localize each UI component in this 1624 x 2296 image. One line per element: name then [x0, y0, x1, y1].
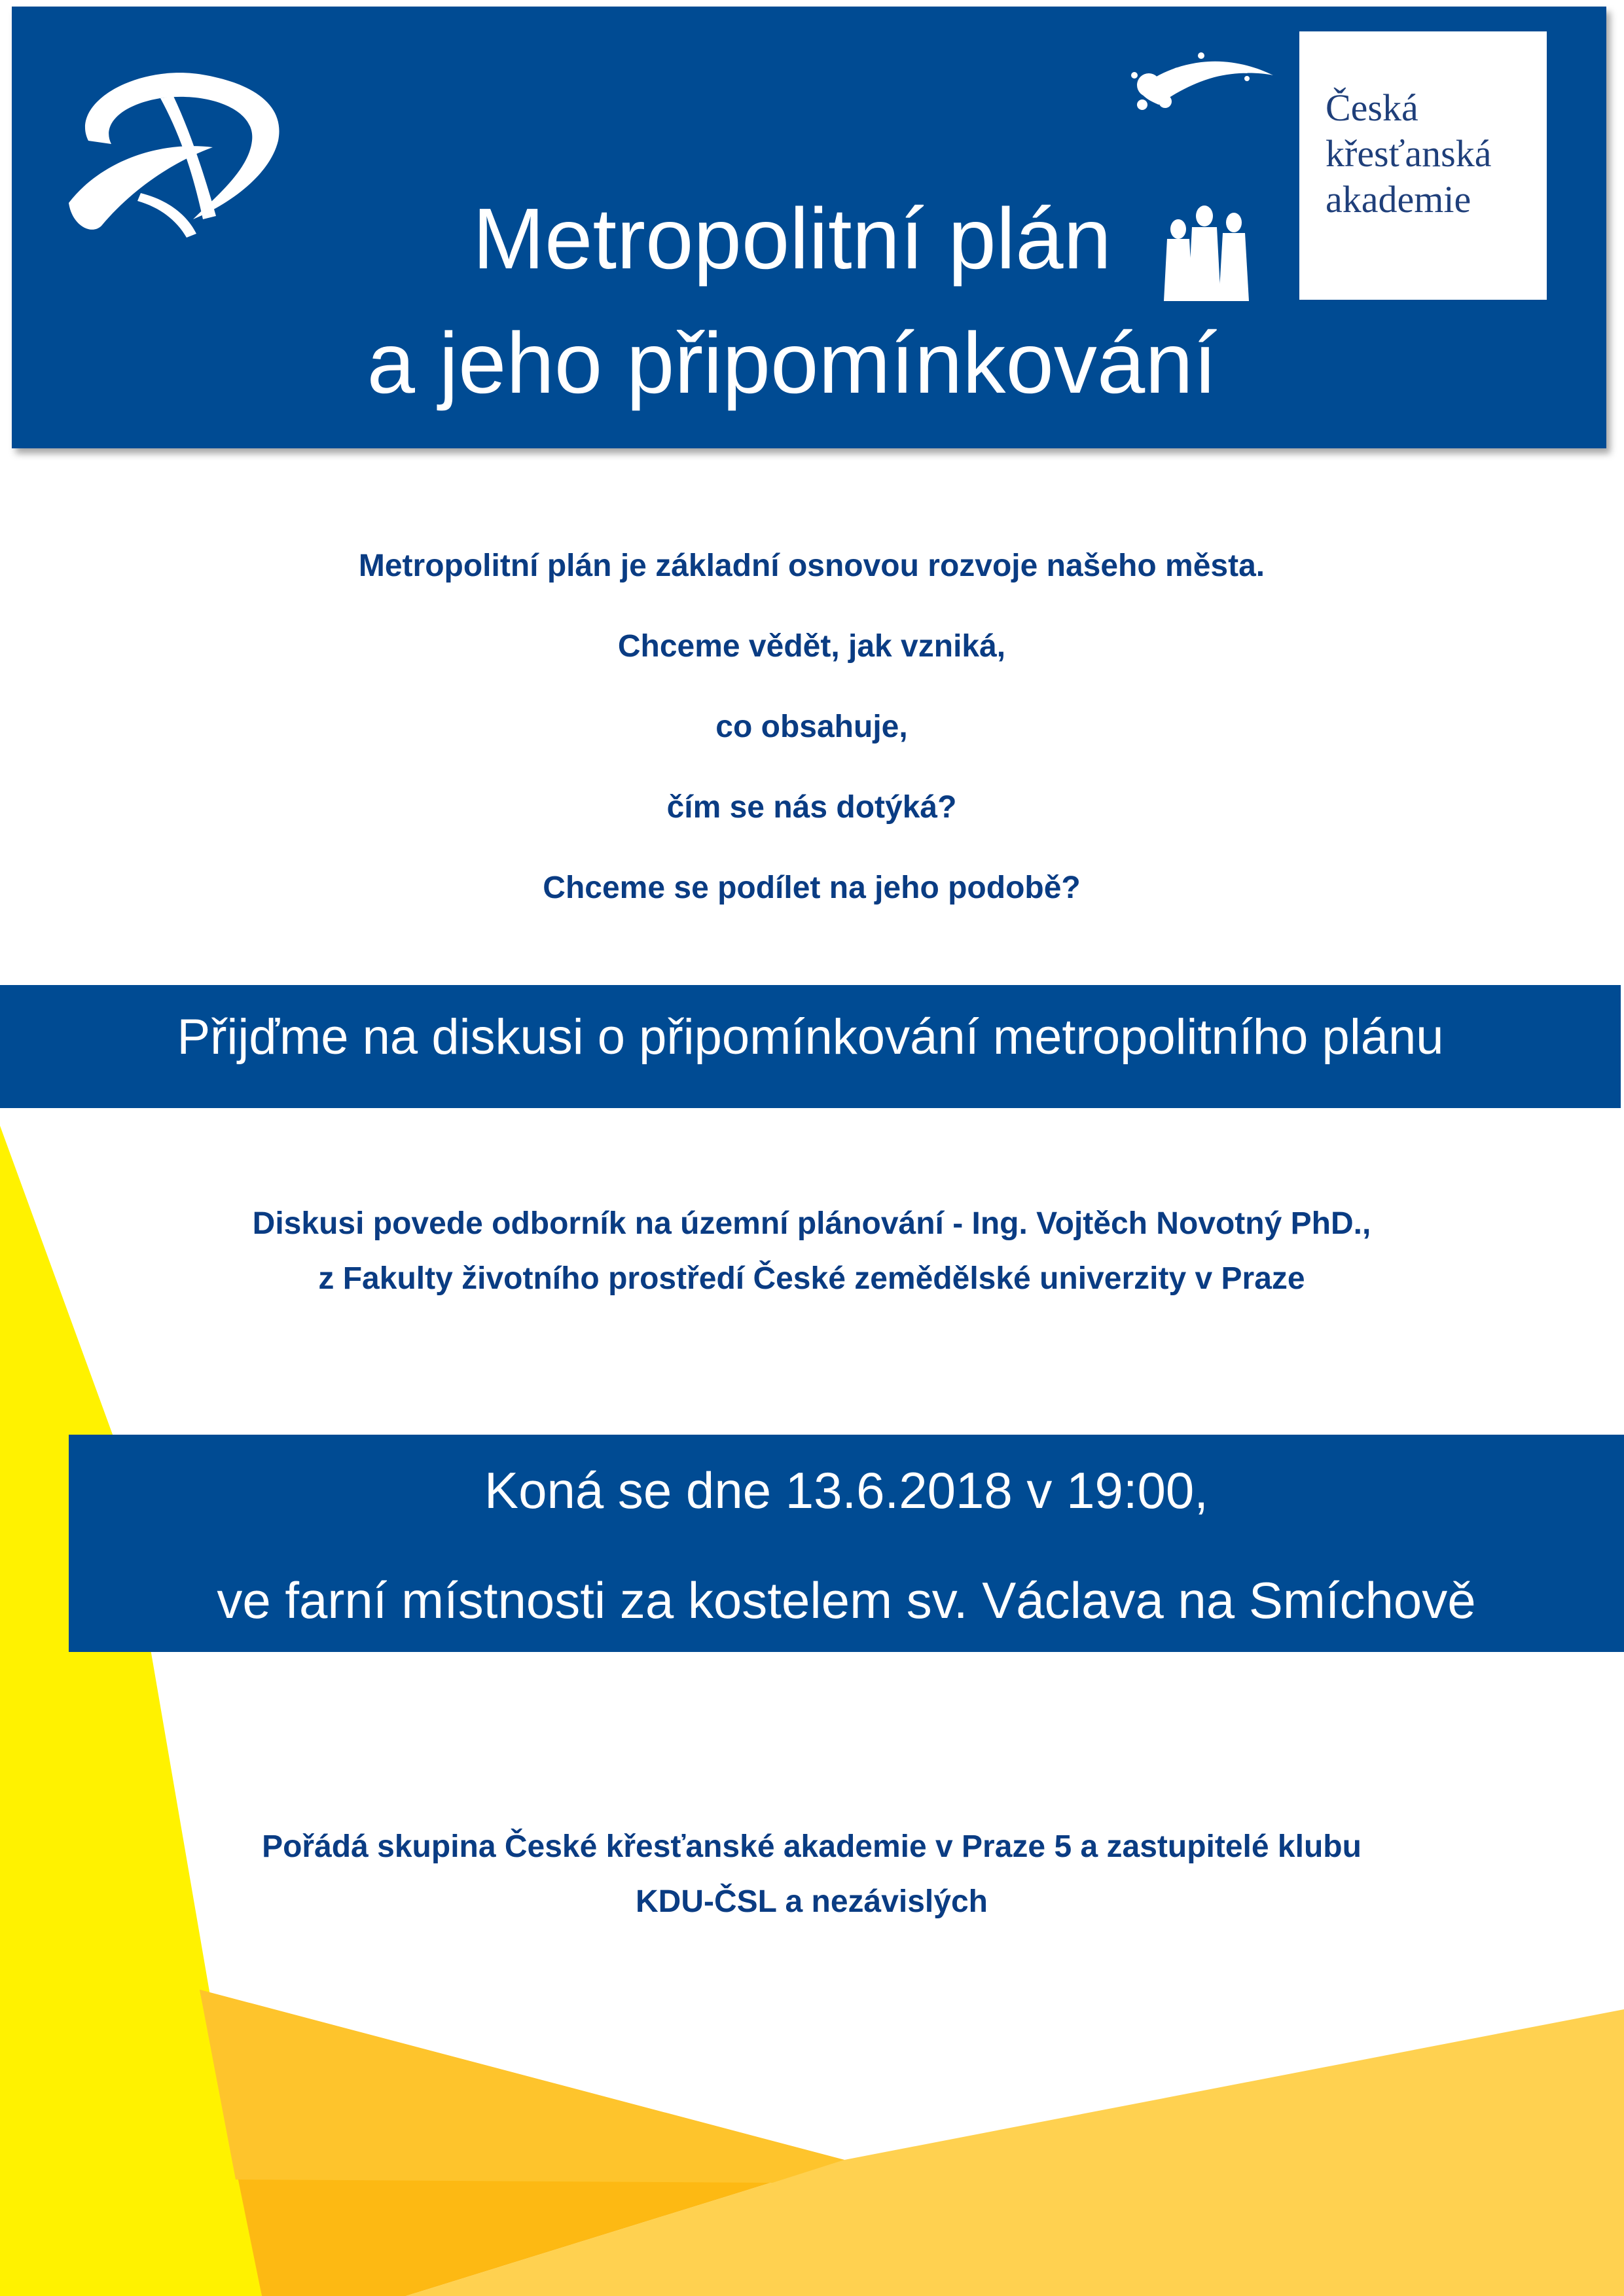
invite-banner-text: Přijďme na diskusi o připomínkování metropolitního plánu: [177, 1009, 1444, 1065]
intro-line: čím se nás dotýká?: [666, 790, 957, 825]
organizer-line: KDU-ČSL a nezávislých: [636, 1884, 988, 1919]
cka-logo-line: křesťanská: [1326, 132, 1492, 175]
speaker-line: z Fakulty životního prostředí České zemědělské univerzity v Praze: [318, 1261, 1305, 1296]
speaker-line: Diskusi povede odborník na územní plánování - Ing. Vojtěch Novotný PhD.,: [252, 1206, 1371, 1241]
cka-logo-line: Česká: [1326, 86, 1418, 129]
amber-mid-shape: [200, 1990, 844, 2183]
page-title-line: Metropolitní plán: [473, 190, 1111, 287]
cka-logo-text: [1326, 85, 1542, 223]
page-title: [249, 177, 1335, 425]
event-date-line: Koná se dne 13.6.2018 v 19:00,: [484, 1462, 1208, 1519]
intro-line: Chceme se podílet na jeho podobě?: [543, 870, 1081, 905]
speaker-info: [92, 1196, 1532, 1306]
intro-text: [157, 540, 1466, 942]
organizer-info: [157, 1820, 1466, 1929]
intro-line: co obsahuje,: [715, 709, 908, 744]
organizer-line: Pořádá skupina České křesťanské akademie v Praze 5 a zastupitelé klubu: [262, 1829, 1362, 1864]
intro-line: Chceme vědět, jak vzniká,: [617, 629, 1006, 664]
page-title-line: a jeho připomínkování: [367, 315, 1218, 411]
cka-logo-line: akademie: [1326, 178, 1471, 221]
event-venue-line: ve farní místnosti za kostelem sv. Václava na Smíchově: [217, 1571, 1476, 1629]
intro-line: Metropolitní plán je základní osnovou rozvoje našeho města.: [358, 548, 1265, 583]
